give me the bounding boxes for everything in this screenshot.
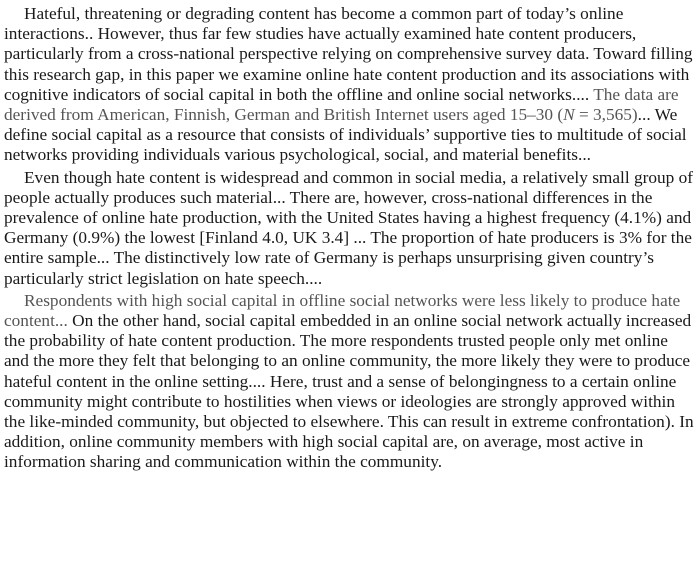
text-segment: The data are derived from American, Finnish, German and British Internet users aged 15–30 ( <box>4 84 679 125</box>
text-segment: Respondents with high social capital in offline social networks were less likely to produce hate content... <box>4 290 681 331</box>
text-segment: Hateful, threatening or degrading content has become a common part of today’s online interactions.. However, thus far few studies have actually examined hate content producers, particularly from a cross-national perspective relying on comprehensive survey data. Toward filling this research gap, in this paper we examine online hate content production and its associations with cognitive indicators of social capital in both the offline and online social networks.... <box>4 4 693 104</box>
text-segment: ... We define social capital as a resource that consists of individuals’ supportive ties to multitude of social networks providing individuals various psychological, social, and material benefits... <box>4 105 687 165</box>
text-segment: Even though hate content is widespread and common in social media, a relatively small group of people actually produces such material... There are, however, cross-national differences in the prevalence of online hate production, with the United States having a highest frequency (4.1%) and Germany (0.9%) the lowest [Finland 4.0, UK 3.4] ... The proportion of hate producers is 3% for the entire sample... The distinctively low rate of Germany is perhaps unsurprising given country’s particularly strict legislation on hate speech.... <box>4 167 693 288</box>
paragraph-2 <box>4 168 694 289</box>
text-segment: = 3,565) <box>574 105 638 125</box>
paragraph-3 <box>4 291 694 473</box>
document-body <box>4 4 694 475</box>
text-segment: N <box>563 105 575 125</box>
paragraph-1 <box>4 4 694 166</box>
text-segment: On the other hand, social capital embedded in an online social network actually increased the probability of hate content production. The more respondents trusted people only met online and the more they felt that belonging to an online community, the more likely they were to produce hateful content in the online setting.... Here, trust and a sense of belongingness to a certain online community might contribute to hostilities when views or ideologies are strongly approved within the like-minded community, but objected to elsewhere. This can result in extreme confrontation). In addition, online community members with high social capital are, on average, most active in information sharing and communication within the community. <box>4 311 694 472</box>
